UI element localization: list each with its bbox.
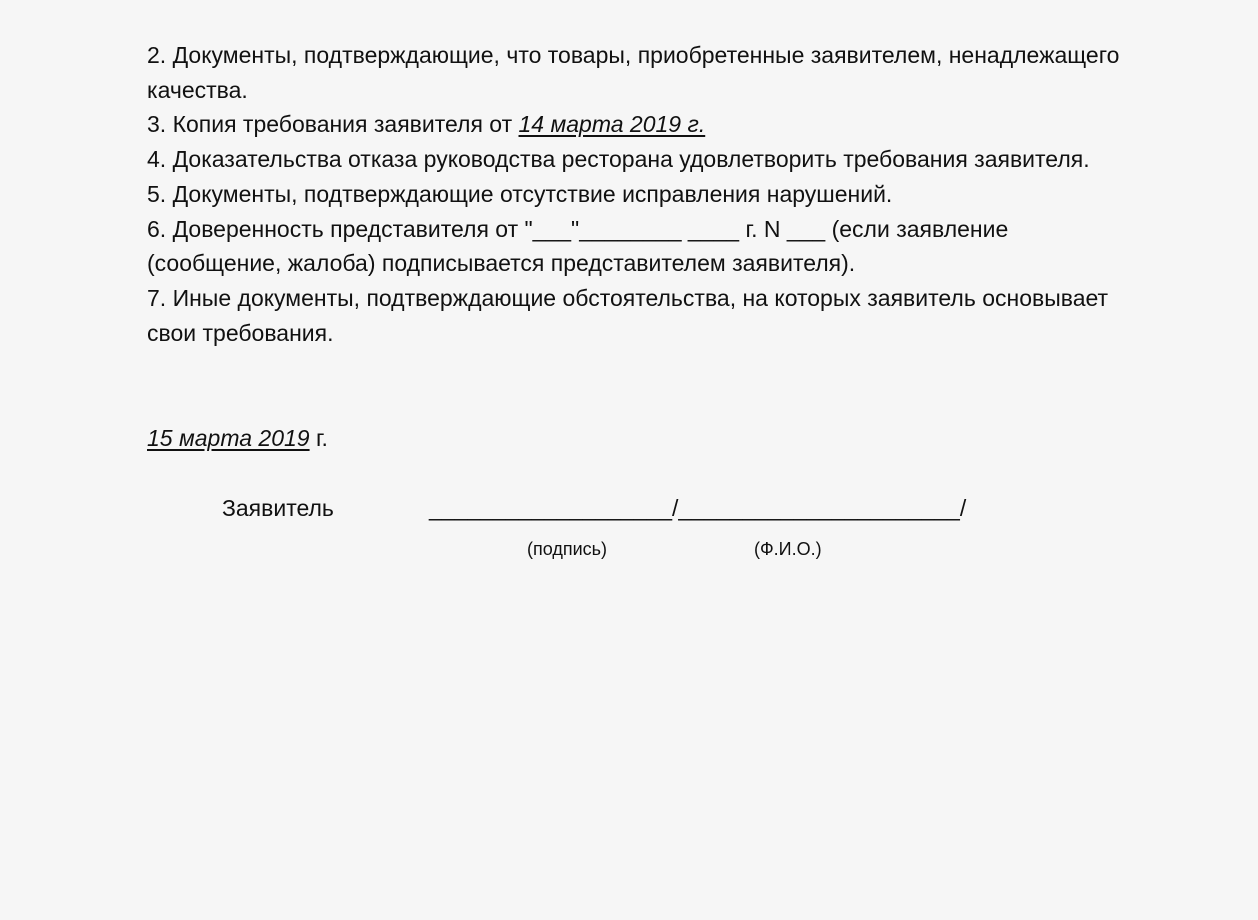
list-item-4: 4. Доказательства отказа руководства ресторана удовлетворить требования заявителя. [147, 146, 1090, 173]
signing-date-suffix: г. [309, 425, 328, 451]
attachments-list [147, 38, 1137, 350]
signature-blanks: ___________________/______________________/ [429, 495, 967, 521]
list-item-2: 2. Документы, подтверждающие, что товары, приобретенные заявителем, ненадлежащего качества. [147, 42, 1120, 103]
list-item-5: 5. Документы, подтверждающие отсутствие исправления нарушений. [147, 180, 893, 207]
applicant-label: Заявитель [222, 495, 334, 521]
list-item-6: 6. Доверенность представителя от "___"________ ____ г. N ___ (если заявление (сообщение, жалоба) подписывается представителем заявителя). [147, 215, 1009, 277]
signing-date-line [147, 421, 328, 455]
signature-caption: (подпись) [527, 539, 608, 559]
list-item-7: 7. Иные документы, подтверждающие обстоятельства, на которых заявитель основывает свои требования. [147, 284, 1109, 346]
list-item-3-text: 3. Копия требования заявителя от [147, 111, 519, 138]
request-date: 14 марта 2019 г. [518, 111, 706, 138]
signing-date: 15 марта 2019 [147, 425, 310, 451]
name-caption: (Ф.И.О.) [754, 539, 822, 559]
list-item-3 [147, 107, 1137, 142]
